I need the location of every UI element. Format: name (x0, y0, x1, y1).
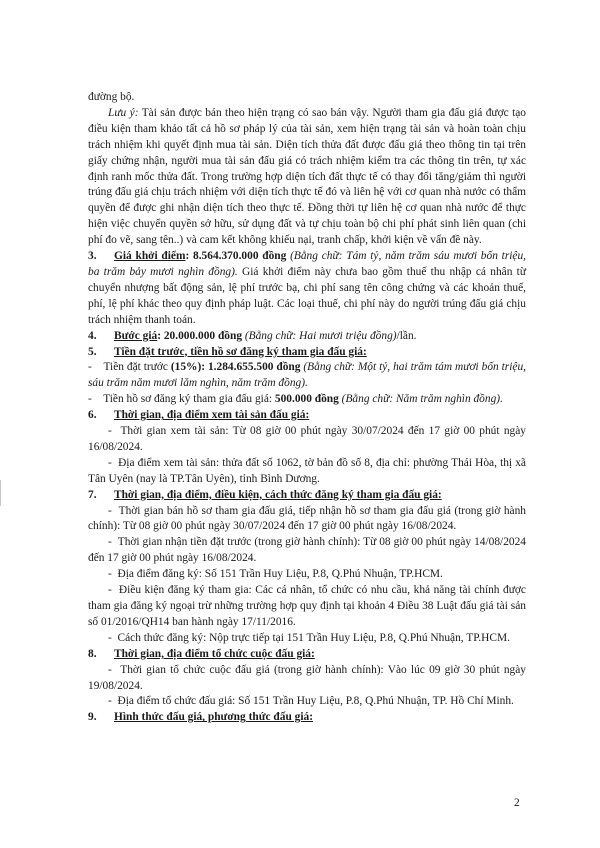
section-9-heading (88, 710, 526, 726)
section-7-title: Thời gian, địa điểm, điều kiện, cách thức đăng ký tham gia đấu giá: (114, 488, 442, 501)
deposit-time: Thời gian nhận tiền đặt trước (trong giờ hành chính): Từ 08 giờ 00 phút ngày 14/08/2024 đến 17 giờ 00 phút ngày 16/08/2024. (88, 536, 526, 565)
section-8-heading (88, 647, 526, 663)
note-text: Tài sản được bán theo hiện trạng có sao bán vậy. Người tham gia đấu giá được tạo điều kiện tham khảo tất cả hồ sơ pháp lý của tài sản, xem hiện trạng tài sản và hoàn toàn chịu trách nhiệm khi quyết định mua tài sản. Diện tích thửa đất được đấu giá theo thông tin tại trên giấy chứng nhận, người mua tài sản đấu giá có trách nhiệm kiểm tra các thông tin trên, tự xác định ranh mốc thửa đất. Trong trường hợp diện tích đất thực tế có thay đổi tăng/giảm thì người trúng đấu giá chịu trách nhiệm với diện tích thực tế đó và liên hệ với cơ quan nhà nước có thẩm quyền để được ghi nhận diện tích theo thực tế. Đồng thời tự liên hệ cơ quan nhà nước để thực hiện việc chuyển quyền sở hữu, sử dụng đất và tự chịu toàn bộ chi phí phát sinh liên quan (chi phí đo vẽ, sang tên..) và cam kết không khiếu nại, tranh chấp, khởi kiện về vấn đề này. (88, 106, 526, 247)
dash: - (108, 568, 112, 581)
fee-value: 500.000 đồng (274, 393, 339, 406)
section-3-title: Giá khởi điểm (114, 250, 186, 263)
deposit-percent: (15%) (170, 361, 202, 374)
note-paragraph (88, 106, 526, 249)
section-3-words: (Bằng chữ: Tám tỷ, năm trăm sáu mươi bốn triệu, ba trăm bảy mươi nghìn đồng). (88, 250, 527, 278)
section-4-words: (Bằng chữ: Hai mươi triệu đồng) (242, 329, 397, 342)
section-8-line-2 (88, 694, 526, 710)
note-label: Lưu ý: (108, 106, 139, 119)
section-4-bid-step (88, 329, 526, 345)
fee-words: (Bằng chữ: Năm trăm nghìn đồng). (338, 393, 503, 406)
section-8-number: 8. (88, 647, 97, 660)
section-9-title: Hình thức đấu giá, phương thức đấu giá: (114, 711, 313, 724)
section-4-title: Bước giá (114, 329, 158, 342)
section-7-line-5 (88, 631, 526, 647)
dash: - (88, 393, 92, 406)
dash: - (108, 536, 112, 549)
viewing-location: Địa điểm xem tài sản: thửa đất số 1062, tờ bản đồ số 8, địa chỉ: phường Thái Hòa, thị xã Tân Uyên (nay là TP.Tân Uyên), tỉnh Bình Dương. (88, 456, 526, 485)
section-6-number: 6. (88, 409, 97, 422)
auction-location: Địa điểm tổ chức đấu giá: Số 151 Trần Huy Liệu, P.8, Q.Phú Nhuận, TP. Hồ Chí Minh. (117, 695, 514, 708)
registration-time: Thời gian bán hồ sơ tham gia đấu giá, tiếp nhận hồ sơ tham gia đấu giá (trong giờ hành chính): Từ 08 giờ 00 phút ngày 30/07/2024 đến 17 giờ 00 phút ngày 16/08/2024. (88, 504, 526, 533)
registration-conditions: Điều kiện đăng ký tham gia: Các cá nhân, tổ chức có nhu cầu, khả năng tài chính được tham gia đăng ký ngoại trừ những trường hợp quy định tại khoản 4 Điều 38 Luật đấu giá tài sản số 01/2016/QH14 ban hành ngày 17/11/2016. (88, 584, 526, 628)
section-5-heading (88, 345, 526, 361)
dash: - (108, 631, 112, 644)
section-7-heading (88, 488, 526, 504)
section-5-number: 5. (88, 345, 97, 358)
section-6-line-2 (88, 456, 526, 488)
dash: - (108, 456, 112, 469)
registration-location: Địa điểm đăng ký: Số 151 Trần Huy Liệu, P.8, Q.Phú Nhuận, TP.HCM. (117, 568, 443, 581)
paragraph-continuation: đường bộ. (88, 91, 135, 103)
section-5-fee (88, 392, 526, 408)
viewing-time: Thời gian xem tài sản: Từ 08 giờ 00 phút ngày 30/07/2024 đến 17 giờ 00 phút ngày 16/08/2024. (88, 425, 526, 453)
dash: - (108, 663, 112, 676)
section-3-starting-price (88, 249, 526, 329)
section-5-deposit (88, 360, 526, 392)
auction-time: Thời gian tổ chức cuộc đấu giá (trong giờ hành chính): Vào lúc 09 giờ 30 phút ngày 19/08/2024. (88, 663, 527, 692)
section-8-line-1 (88, 663, 526, 695)
deposit-value: : 1.284.655.500 đồng (201, 361, 301, 374)
section-7-line-1 (88, 504, 526, 536)
section-4-number: 4. (88, 329, 97, 342)
document-body (88, 90, 526, 726)
deposit-words: (Bằng chữ: Một tỷ, hai trăm tám mươi bốn triệu, sáu trăm năm mươi lăm nghìn, năm trăm đồng). (88, 361, 526, 390)
section-6-line-1 (88, 424, 526, 456)
section-7-line-4 (88, 583, 526, 631)
section-3-value: : 8.564.370.000 đồng (185, 250, 287, 263)
section-7-line-2 (88, 535, 526, 567)
section-3-number: 3. (88, 250, 97, 263)
section-4-rest: /lần. (396, 329, 417, 342)
section-8-title: Thời gian, địa điểm tổ chức cuộc đấu giá: (114, 647, 315, 660)
section-4-value: : 20.000.000 đồng (157, 329, 243, 342)
fee-label: Tiền hồ sơ đăng ký tham gia đấu giá: (103, 393, 275, 406)
deposit-label: Tiền đặt trước (103, 361, 171, 374)
section-5-title: Tiền đặt trước, tiền hồ sơ đăng ký tham gia đấu giá: (114, 345, 367, 358)
section-9-number: 9. (88, 711, 97, 724)
scan-margin-mark (0, 480, 15, 506)
page-number: 2 (514, 797, 520, 809)
section-6-heading (88, 408, 526, 424)
dash: - (108, 584, 112, 597)
section-6-title: Thời gian, địa điểm xem tài sản đấu giá: (114, 409, 310, 422)
dash: - (108, 695, 112, 708)
registration-method: Cách thức đăng ký: Nộp trực tiếp tại 151 Trần Huy Liệu, P.8, Q.Phú Nhuận, TP.HCM. (117, 631, 510, 644)
section-7-number: 7. (88, 488, 97, 501)
section-3-rest: Giá khởi điểm này chưa bao gồm thuế thu nhập cá nhân từ chuyển nhượng bất động sản, lệ phí trước bạ, chi phí sang tên công chứng và các khoản thuế, phí, lệ phí khác theo quy định pháp luật. Các loại thuế, chi phí này do người trúng đấu giá chịu trách nhiệm thanh toán. (88, 265, 526, 326)
dash: - (108, 504, 112, 517)
section-7-line-3 (88, 567, 526, 583)
dash: - (88, 361, 92, 374)
dash: - (108, 425, 112, 438)
